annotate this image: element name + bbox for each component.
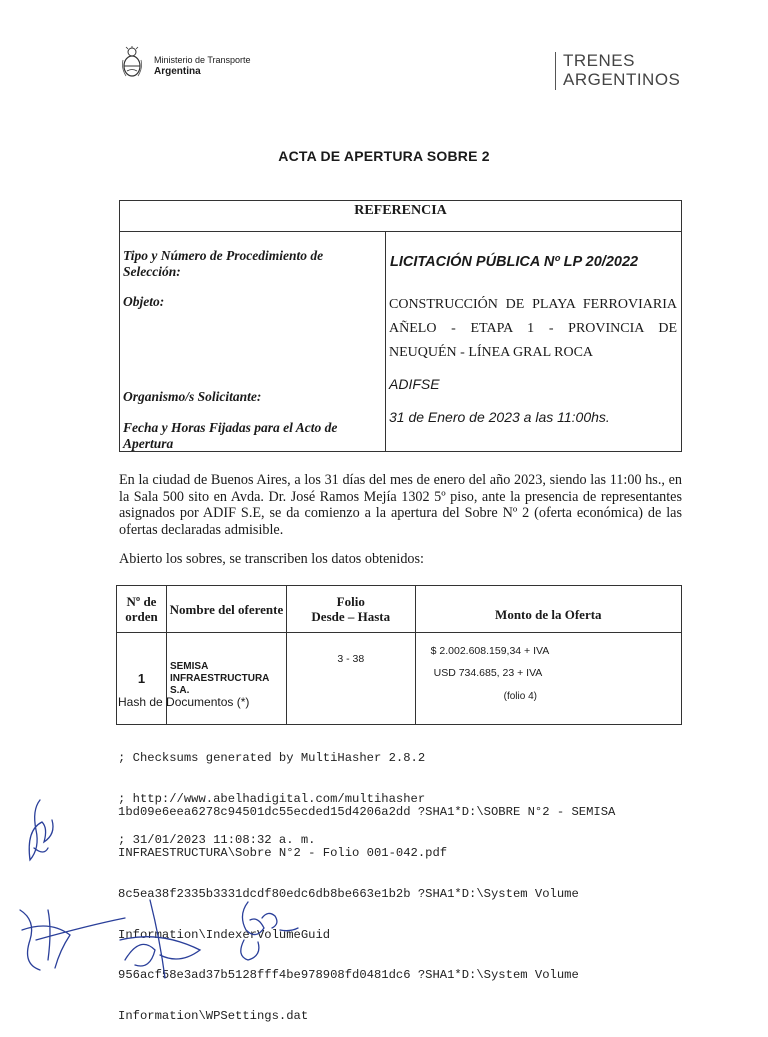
signature-initial-4 <box>241 902 298 960</box>
hash-entry-line: Information\IndexerVolumeGuid <box>118 927 331 942</box>
col-folio-header <box>286 586 415 633</box>
hash-entry-line: Information\WPSettings.dat <box>118 1009 309 1024</box>
signature-initial-1 <box>29 800 53 860</box>
table-header-row <box>117 586 682 633</box>
table-row <box>117 633 682 725</box>
reference-heading: REFERENCIA <box>119 200 682 232</box>
oferente-cell <box>166 633 286 725</box>
brand-divider <box>555 52 556 90</box>
brand-line2: ARGENTINOS <box>563 70 681 89</box>
fecha-value: 31 de Enero de 2023 a las 11:00hs. <box>389 409 610 425</box>
hash-header-line: ; Checksums generated by MultiHasher 2.8.2 <box>118 751 426 766</box>
fecha-label: Fecha y Horas Fijadas para el Acto de Apertura <box>123 420 338 451</box>
hash-title: Hash de Documentos (*) <box>118 695 250 709</box>
objeto-value: CONSTRUCCIÓN DE PLAYA FERROVIARIA AÑELO - ETAPA 1 - PROVINCIA DE NEUQUÉN - LÍNEA GRAL ROCA <box>389 297 677 360</box>
country-line: Argentina <box>154 66 201 77</box>
monto-note: (folio 4) <box>503 691 537 702</box>
document-title: ACTA DE APERTURA SOBRE 2 <box>278 148 490 164</box>
col-oferente-header: Nombre del oferente <box>166 586 286 633</box>
signature-initial-3 <box>120 900 200 978</box>
monto-cell <box>415 633 681 725</box>
oferente-line1: SEMISA <box>169 660 209 672</box>
hash-entry-line: 8c5ea38f2335b3331dcdf80edc6db8be663e1b2b ?SHA1*D:\System Volume <box>118 886 579 901</box>
col-folio-line2: Desde – Hasta <box>311 609 391 624</box>
folio-cell: 3 - 38 <box>286 633 415 725</box>
transcription-paragraph: Abierto los sobres, se transcriben los datos obtenidos: <box>119 551 424 567</box>
tipo-label: Tipo y Número de Procedimiento de Selección: <box>123 248 324 279</box>
objeto-label: Objeto: <box>123 294 165 309</box>
col-folio-line1: Folio <box>336 594 365 609</box>
brand-line1: TRENES <box>563 51 635 70</box>
hash-header-line: ; 31/01/2023 11:08:32 a. m. <box>118 832 316 847</box>
trenes-argentinos-logo <box>563 51 680 89</box>
oferente-line2: INFRAESTRUCTURA S.A. <box>169 672 270 696</box>
tipo-value: LICITACIÓN PÚBLICA Nº LP 20/2022 <box>390 254 639 270</box>
ministry-line: Ministerio de Transporte <box>154 55 251 65</box>
opening-paragraph: En la ciudad de Buenos Aires, a los 31 días del mes de enero del año 2023, siendo las 11:00 hs., en la Sala 500 sito en Avda. Dr. José Ramos Mejía 1302 5º piso, ante la presencia de representantes asignados por ADIF S.E, se da comienzo a la apertura del Sobre Nº 2 (oferta económica) de las ofertas declaradas admisible. <box>119 472 682 538</box>
hash-entry-line: INFRAESTRUCTURA\Sobre N°2 - Folio 001-042.pdf <box>118 845 448 860</box>
organismo-value: ADIFSE <box>389 376 440 392</box>
organismo-label: Organismo/s Solicitante: <box>123 389 262 404</box>
col-monto-header: Monto de la Oferta <box>415 586 681 633</box>
orden-cell: 1 <box>117 633 167 725</box>
coat-of-arms-icon <box>121 46 143 80</box>
monto-ars: $ 2.002.608.159,34 + IVA <box>430 645 550 657</box>
handwritten-signatures <box>0 790 320 990</box>
monto-usd: USD 734.685, 23 + IVA <box>433 667 543 679</box>
hash-header-line: ; http://www.abelhadigital.com/multihasher <box>118 791 426 806</box>
hash-entry-line: 1bd09e6eea6278c94501dc55ecded15d4206a2dd ?SHA1*D:\SOBRE N°2 - SEMISA <box>118 805 616 820</box>
signature-initial-2 <box>20 910 125 970</box>
ministry-name <box>154 55 251 77</box>
reference-column-divider <box>385 232 386 452</box>
hash-entry-line: 956acf58e3ad37b5128fff4be978908fd0481dc6 ?SHA1*D:\System Volume <box>118 968 579 983</box>
col-orden-header: Nº de orden <box>117 586 167 633</box>
